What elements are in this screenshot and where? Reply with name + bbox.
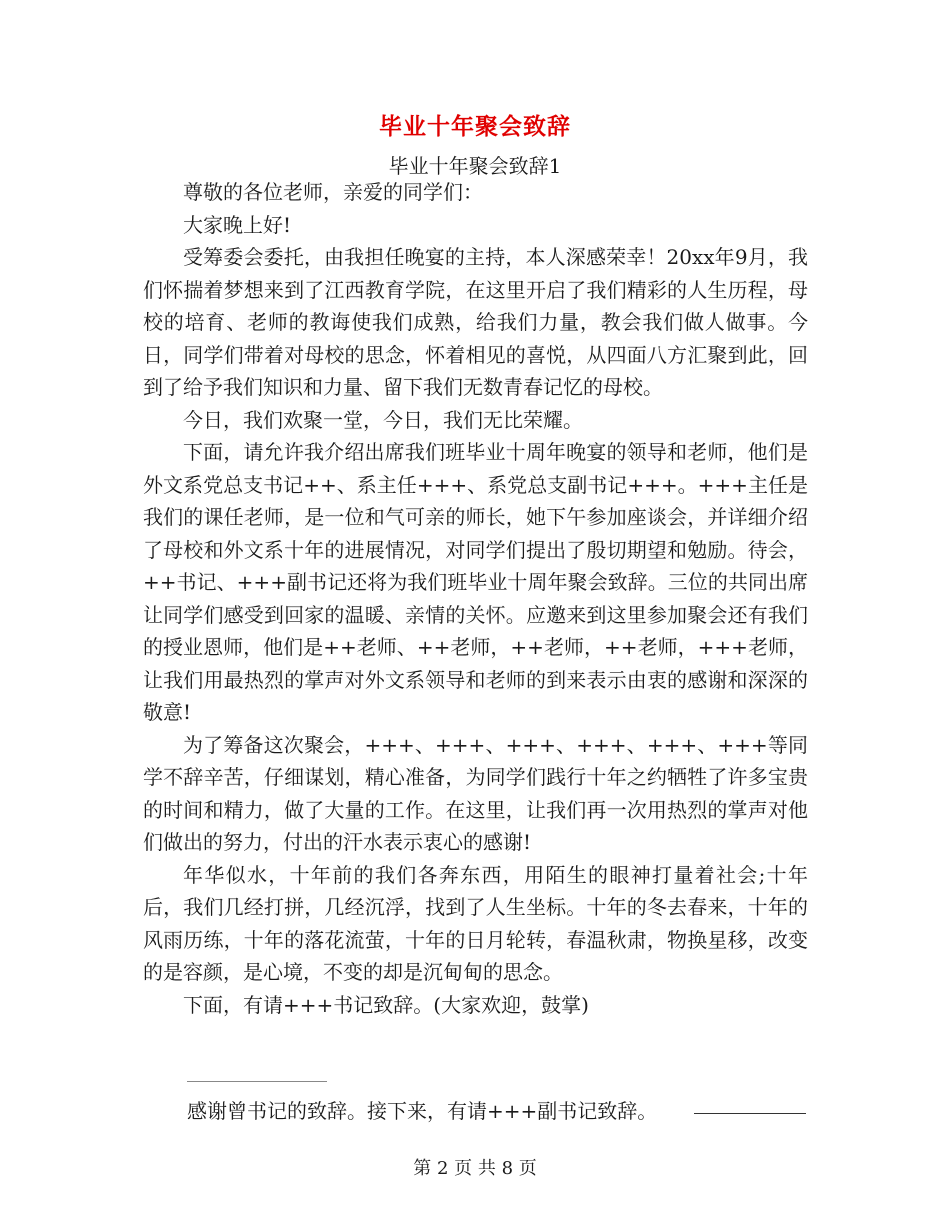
- paragraph-salutation: 尊敬的各位老师，亲爱的同学们：: [183, 180, 483, 204]
- paragraph-reflection: 年华似水，十年前的我们各奔东西，用陌生的眼神打量着社会;十年后，我们几经打拼，几经沉浮，找到了人生坐标。十年的冬去春来，十年的风雨历练，十年的落花流萤，十年的日月轮转，春温秋肃，物换星移，改变的是容颜，是心境，不变的却是沉甸甸的思念。: [143, 862, 808, 984]
- document-title: 毕业十年聚会致辞: [379, 113, 571, 140]
- document-body: [143, 176, 808, 1021]
- footnote-blank-line: [694, 1113, 806, 1114]
- paragraph-intro: 受筹委会委托，由我担任晚宴的主持，本人深感荣幸！20xx年9月，我们怀揣着梦想来到了江西教育学院，在这里开启了我们精彩的人生历程，母校的培育、老师的教诲使我们成熟，给我们力量，教会我们做人做事。今日，同学们带着对母校的思念，怀着相见的喜悦，从四面八方汇聚到此，回到了给予我们知识和力量、留下我们无数青春记忆的母校。: [143, 245, 808, 399]
- paragraph-gathering: 今日，我们欢聚一堂，今日，我们无比荣耀。: [183, 407, 583, 432]
- footnote-text: 感谢曾书记的致辞。接下来，有请+++副书记致辞。: [187, 1099, 658, 1123]
- paragraph-guests: 下面，请允许我介绍出席我们班毕业十周年晚宴的领导和老师，他们是外文系党总支书记++、系主任+++、系党总支副书记+++。+++主任是我们的课任老师，是一位和气可亲的师长，她下午参加座谈会，并详细介绍了母校和外文系十年的进展情况，对同学们提出了殷切期望和勉励。待会，++书记、+++副书记还将为我们班毕业十周年聚会致辞。三位的共同出席让同学们感受到回家的温暖、亲情的关怀。应邀来到这里参加聚会还有我们的授业恩师，他们是++老师、++老师，++老师，++老师，+++老师，让我们用最热烈的掌声对外文系领导和老师的到来表示由衷的感谢和深深的敬意!: [143, 440, 808, 724]
- paragraph-invite-speech: 下面，有请+++书记致辞。(大家欢迎，鼓掌): [183, 992, 589, 1017]
- paragraph-thanks-organizers: 为了筹备这次聚会，+++、+++、+++、+++、+++、+++等同学不辞辛苦，仔细谋划，精心准备，为同学们践行十年之约牺牲了许多宝贵的时间和精力，做了大量的工作。在这里，让我们再一次用热烈的掌声对他们做出的努力，付出的汗水表示衷心的感谢!: [143, 732, 808, 854]
- page-number: 第 2 页 共 8 页: [413, 1158, 537, 1179]
- document-subtitle: 毕业十年聚会致辞1: [388, 154, 562, 178]
- footnote-divider: [187, 1081, 327, 1082]
- paragraph-greeting: 大家晚上好!: [183, 212, 292, 237]
